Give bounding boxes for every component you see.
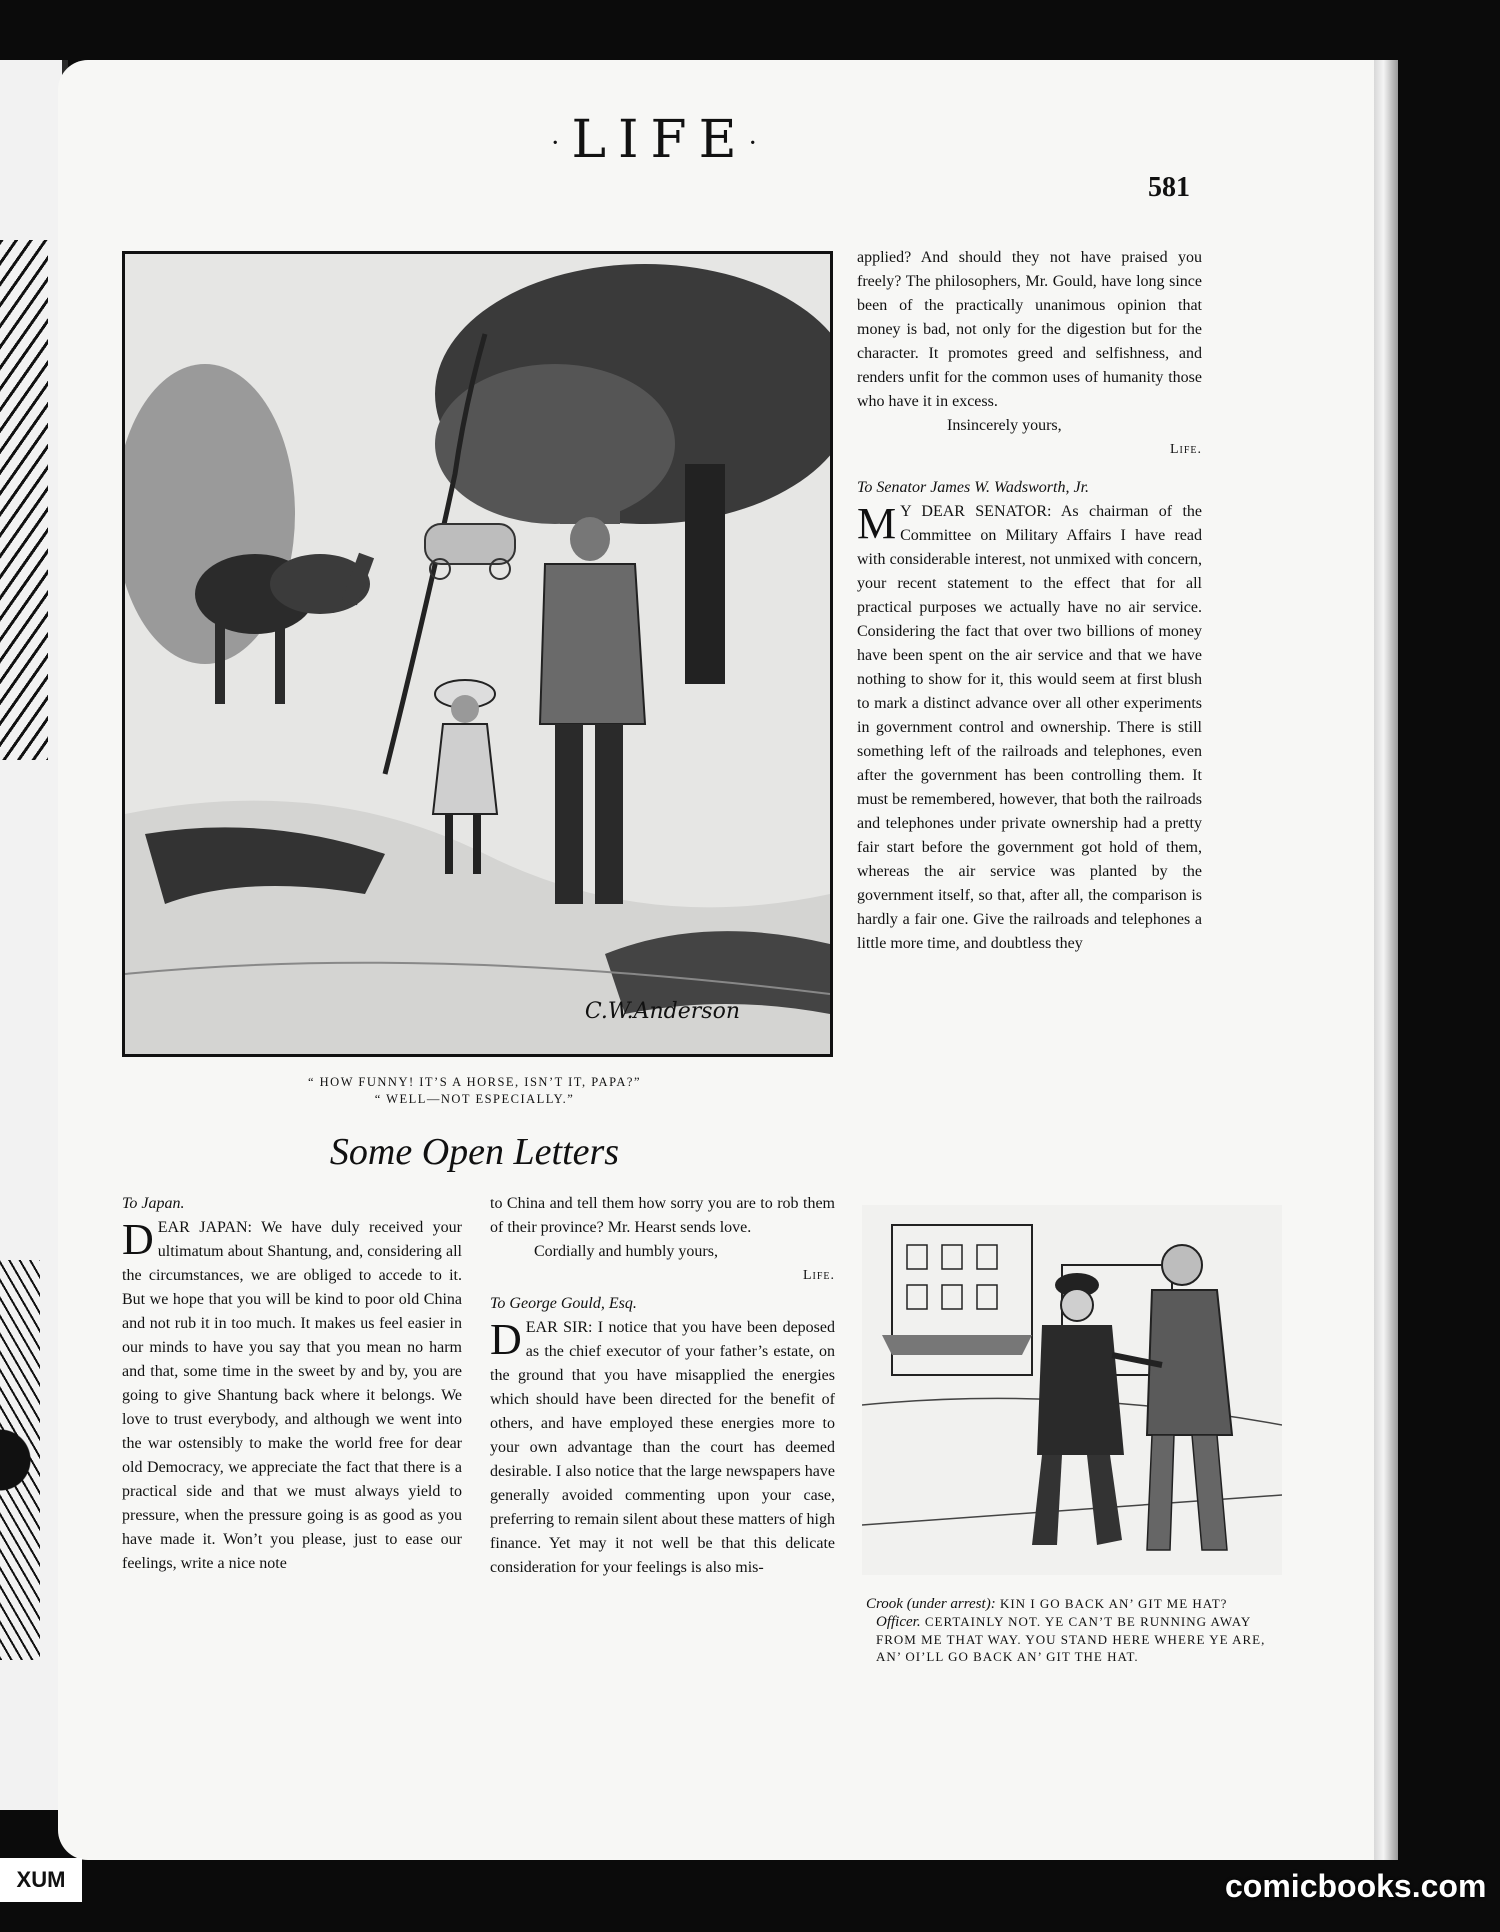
article-title: Some Open Letters	[329, 1131, 620, 1173]
site-watermark: comicbooks.com	[1225, 1868, 1487, 1904]
masthead-dot-right: ·	[748, 128, 769, 159]
page-number: 581	[1148, 172, 1190, 203]
masthead-title: LIFE	[571, 110, 749, 170]
letter-japan-opening: EAR JAPAN:	[157, 1219, 252, 1236]
letter-gould-dropcap: D	[490, 1315, 522, 1364]
illustration-drawing	[125, 254, 830, 1054]
letter-gould-body	[490, 1316, 835, 1580]
letter-wadsworth-addressee: To Senator James W. Wadsworth, Jr.	[857, 479, 1090, 496]
cartoon-caption	[866, 1595, 1271, 1665]
column-3	[857, 246, 1202, 956]
cartoon-speaker-crook: Crook (under arrest):	[866, 1596, 996, 1612]
letter-japan-body	[122, 1216, 462, 1576]
facing-page-art	[0, 240, 48, 760]
illustration-caption-line1: “ HOW FUNNY! IT’S A HORSE, ISN’T IT, PAPA?”	[307, 1075, 642, 1089]
letter-wadsworth-body	[857, 500, 1202, 956]
column-1	[122, 1192, 462, 1576]
letter-gould-signature: Life.	[1169, 442, 1202, 457]
illustrator-signature: C.W.Anderson	[584, 999, 740, 1024]
masthead	[530, 110, 790, 170]
letter-japan-signature: Life.	[802, 1268, 835, 1283]
letter-gould-text-1: I notice that you have been deposed as the chief executor of your father’s estate, on the ground that you have misapplied the energies which should have been directed for the benefit of others, and have employed these energies more to your own advantage than the court has deemed desirable. I also notice that the large newspapers have generally avoided commenting upon your case, preferring to remain silent about these matters of high finance. Yet may it not well be that this delicate consideration for your feelings is also mis-	[490, 1319, 835, 1576]
letter-japan-closing: Cordially and humbly yours,	[534, 1243, 718, 1260]
cartoon-caption-line2	[866, 1613, 1271, 1665]
letter-wadsworth-dropcap: M	[857, 499, 897, 548]
letter-gould-text-2: applied? And should they not have praised you freely? The philosophers, Mr. Gould, have long since been of the practically unanimous opinion that money is bad, not only for the digestion but for the character. It promotes greed and selfishness, and renders unfit for the common uses of humanity those who have it in excess.	[857, 249, 1202, 410]
column-2	[490, 1192, 835, 1580]
page-gutter	[1374, 60, 1398, 1860]
letter-gould-addressee: To George Gould, Esq.	[490, 1295, 637, 1312]
facing-page-art-lower	[0, 1260, 40, 1660]
letter-wadsworth-text: As chairman of the Committee on Military Affairs I have read with considerable interest, not unmixed with concern, your recent statement to the effect that for all practical purposes we actually have no air service. Considering the fact that over two billions of money have been spent on the air service and that we have nothing to show for it, this would seem at first blush to mark a distinct advance over all other experiments in government control and ownership. There is still something left of the railroads and telephones, even after the government has been controlling them. It must be remembered, however, that both the railroads and telephones under private ownership had a pretty fair start before the government got hold of them, whereas the air service was planted by the government itself, so that, after all, the comparison is hardly a fair one. Give the railroads and telephones a little more time, and doubtless they	[857, 503, 1202, 952]
cartoon-speaker-officer: Officer.	[876, 1614, 921, 1630]
letter-japan-addressee: To Japan.	[122, 1195, 185, 1212]
letter-japan-text-1: We have duly received your ultimatum about Shantung, and, considering all the circumstances, we are obliged to accede to it. But we hope that you will be kind to poor old China and not rub it in too much. It makes us feel easier in our minds to have you say that you mean no harm and that, some time in the sweet by and by, you are going to give Shantung back where it belongs. We love to trust everybody, and although we went into the war ostensibly to make the world free for dear old Democracy, we appreciate the fact that there is a practical side and that we must always yield to pressure, when the pressure going is as good as you have made it. Won’t you please, just to ease our feelings, write a nice note	[122, 1219, 463, 1572]
letter-gould-closing: Insincerely yours,	[947, 417, 1062, 434]
letter-japan-text-2: to China and tell them how sorry you are to rob them of their province? Mr. Hearst sends love.	[490, 1195, 835, 1236]
letter-japan-dropcap: D	[122, 1215, 154, 1264]
cartoon-line-crook: KIN I GO BACK AN’ GIT ME HAT?	[999, 1596, 1228, 1611]
masthead-dot-left: ·	[551, 128, 572, 159]
main-illustration	[122, 251, 833, 1057]
cartoon-caption-line1	[866, 1595, 1271, 1613]
cartoon-drawing	[862, 1205, 1282, 1575]
letter-gould-opening: EAR SIR:	[525, 1319, 593, 1336]
illustration-caption-line2: “ WELL—NOT ESPECIALLY.”	[374, 1092, 575, 1106]
cartoon-line-officer: CERTAINLY NOT. YE CAN’T BE RUNNING AWAY FROM ME THAT WAY. YOU STAND HERE WHERE YE ARE, AN’ OI’LL GO BACK AN’ GIT THE HAT.	[876, 1614, 1266, 1664]
xum-label: XUM	[0, 1858, 82, 1902]
cartoon-illustration	[862, 1205, 1282, 1575]
letter-wadsworth-opening: Y DEAR SENATOR:	[900, 503, 1052, 520]
